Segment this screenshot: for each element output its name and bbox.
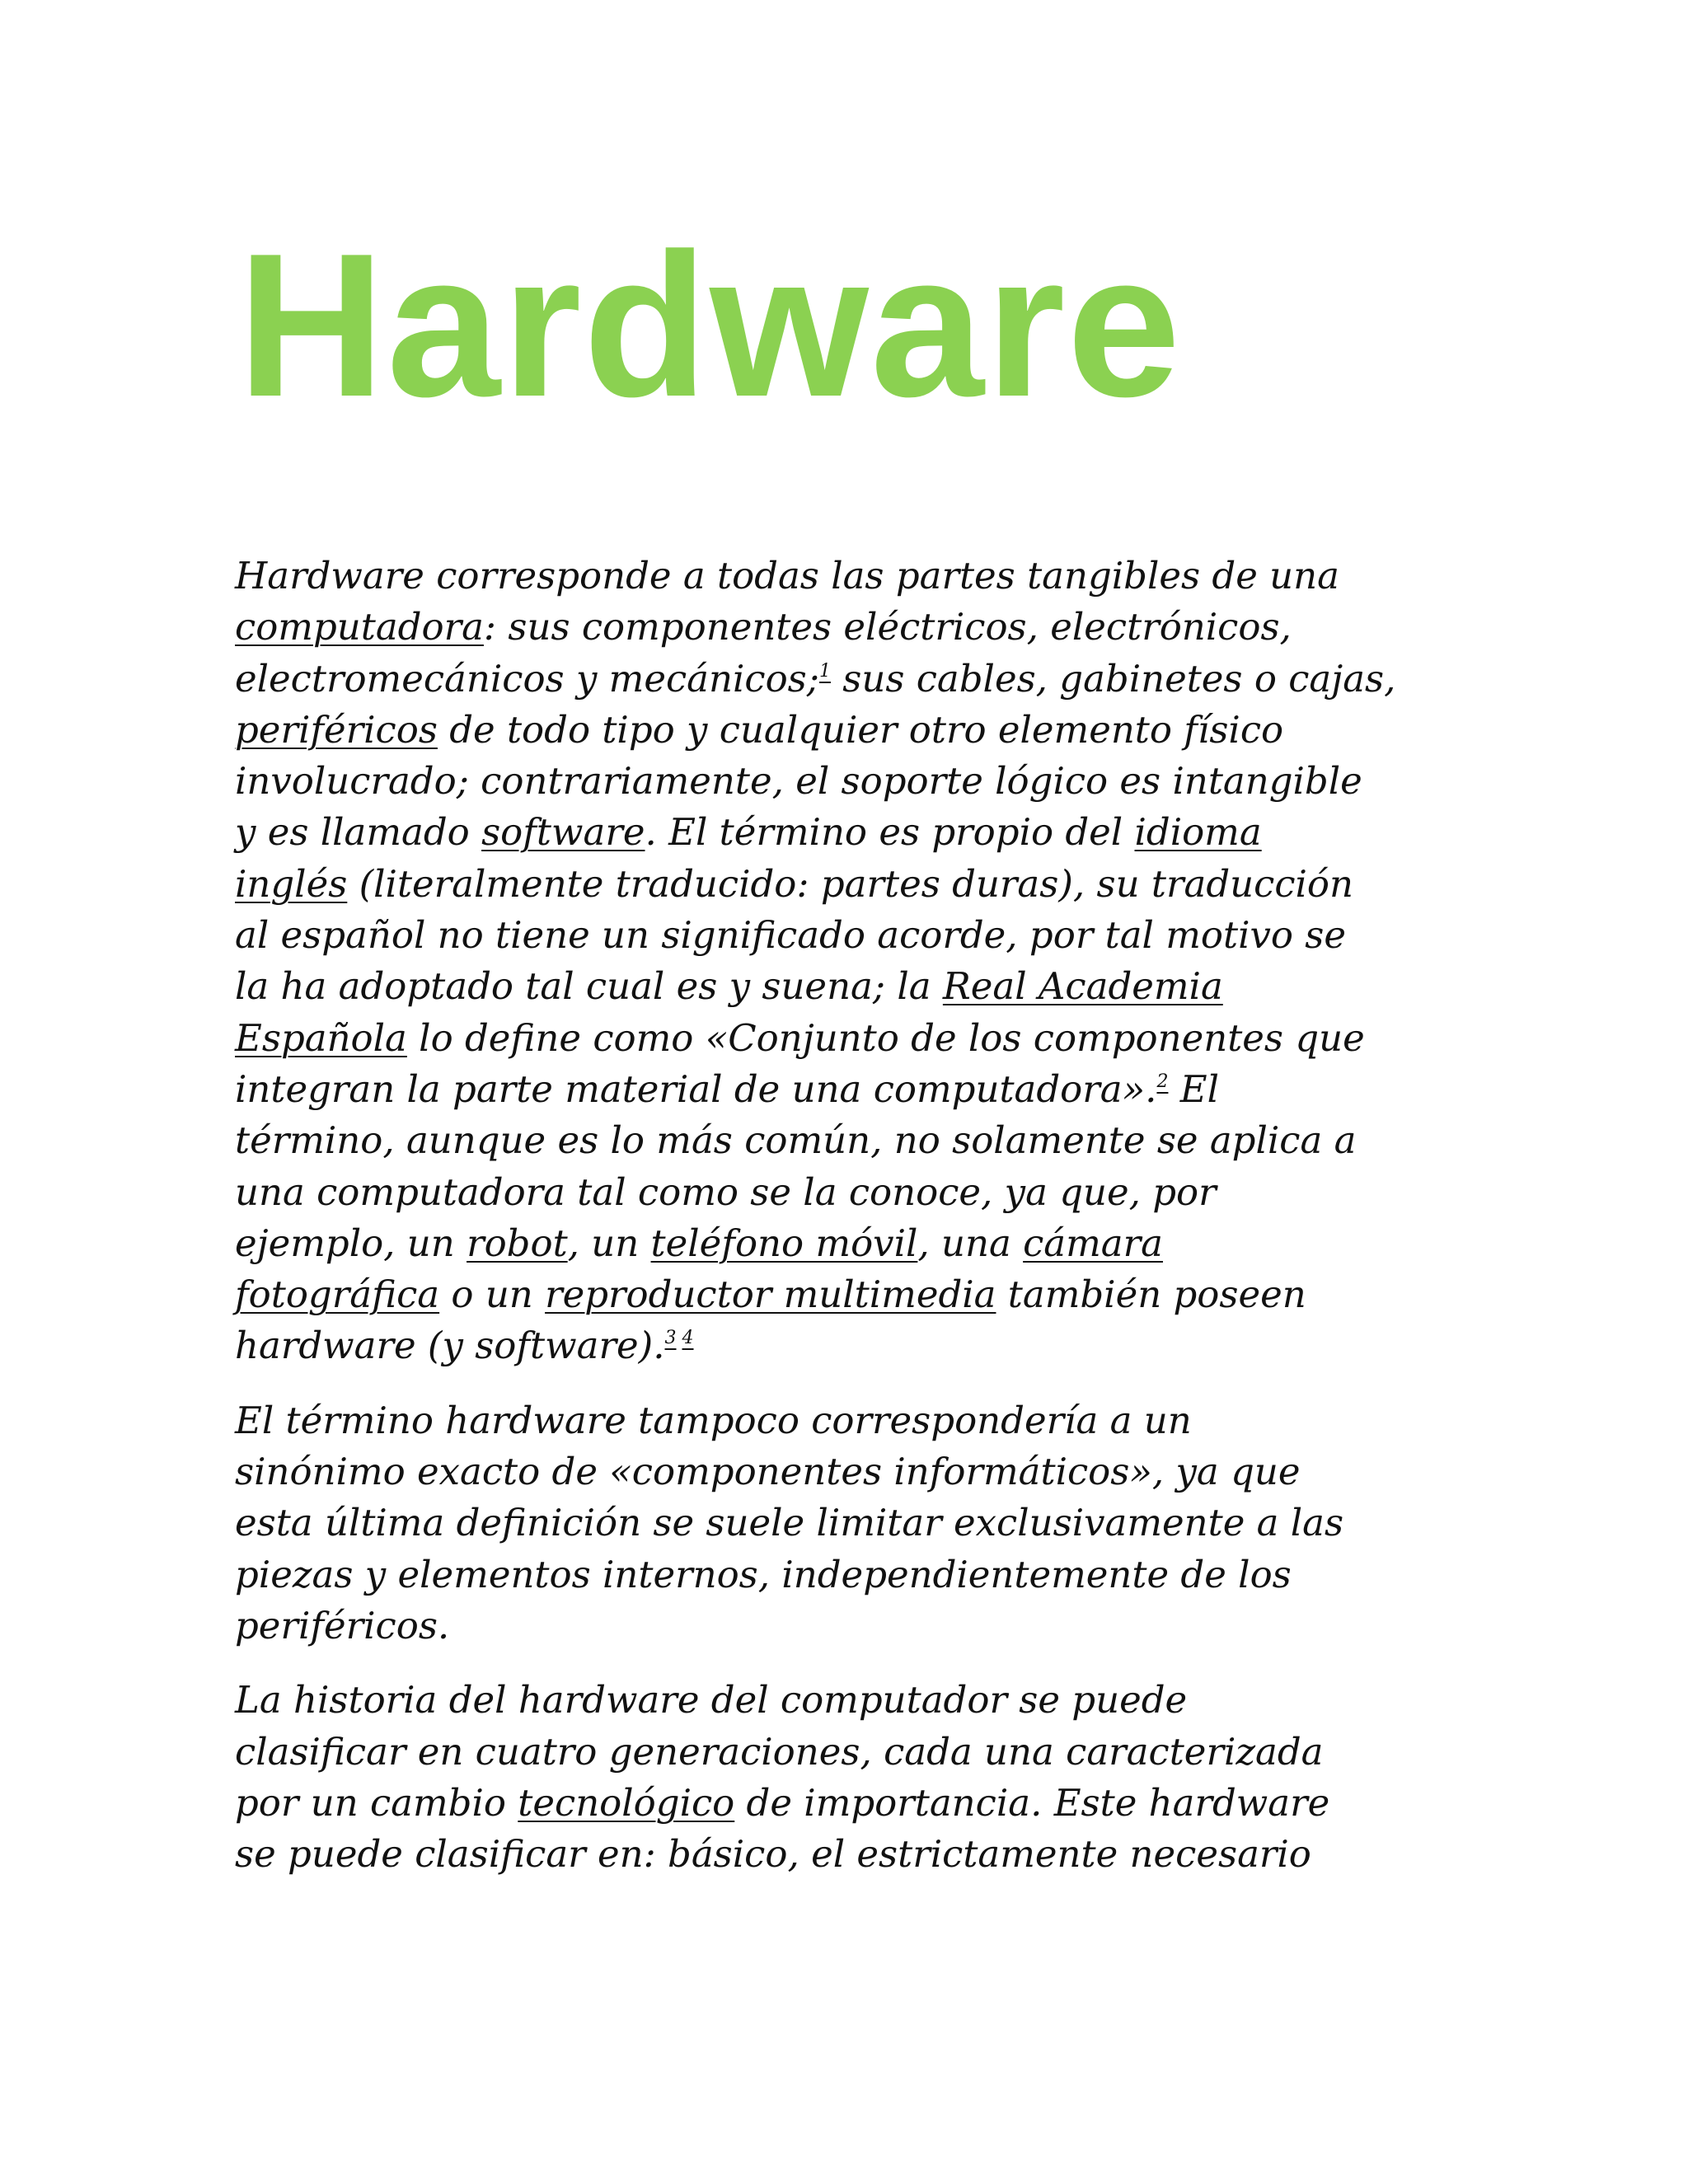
term-basico: básico — [668, 1832, 788, 1877]
term-hardware: hardware — [445, 1398, 626, 1442]
link-software[interactable]: software — [481, 810, 645, 855]
paragraph-1 — [235, 551, 1463, 1372]
text-line: electromecánicos y mecánicos;$^1$ sus cables, gabinetes o cajas, — [235, 656, 1396, 701]
link-real-academia[interactable]: Real Academia — [942, 964, 1223, 1009]
text-line: periféricos de todo tipo y cualquier otro elemento físico — [235, 707, 1284, 752]
term-software: software — [475, 1324, 639, 1368]
text-line: una computadora tal como se la conoce, ya que, por — [235, 1169, 1217, 1214]
text-line: sinónimo exacto de «componentes informáticos», ya que — [235, 1450, 1301, 1494]
text-line: Española lo define como «Conjunto de los componentes que — [235, 1015, 1365, 1060]
text-line: computadora: sus componentes eléctricos, electrónicos, — [235, 605, 1292, 649]
text-line: hardware (y software).$^{3 4}$ — [235, 1324, 694, 1368]
document-body — [235, 551, 1463, 1903]
paragraph-3 — [235, 1675, 1463, 1880]
footnote-ref-1[interactable]: 1 — [818, 660, 831, 682]
link-idioma-ingles[interactable]: idioma — [1134, 810, 1262, 855]
text-line: ejemplo, un robot, un teléfono móvil, una cámara — [235, 1221, 1163, 1265]
link-telefono-movil[interactable]: teléfono móvil — [650, 1221, 918, 1265]
link-computadora[interactable]: computadora — [235, 605, 484, 649]
link-tecnologico[interactable]: tecnológico — [518, 1780, 735, 1825]
text-line: inglés (literalmente traducido: partes duras), su traducción — [235, 861, 1353, 906]
link-perifericos[interactable]: periféricos — [235, 707, 438, 752]
text-line: Hardware corresponde a todas las partes tangibles de una — [235, 554, 1339, 598]
link-camara-fotografica-cont[interactable]: fotográfica — [235, 1272, 440, 1317]
text-line: involucrado; contrariamente, el soporte lógico es intangible — [235, 759, 1362, 804]
text-line: y es llamado software. El término es propio del idioma — [235, 810, 1262, 855]
text-line: integran la parte material de una computadora».$^2$ El — [235, 1066, 1219, 1111]
text-line: fotográfica o un reproductor multimedia también poseen — [235, 1272, 1306, 1317]
footnote-ref-4[interactable]: 4 — [682, 1328, 694, 1349]
document-title: Hardware — [237, 210, 1183, 439]
link-idioma-ingles-cont[interactable]: inglés — [235, 861, 348, 906]
paragraph-2 — [235, 1395, 1463, 1652]
footnote-ref-2[interactable]: 2 — [1156, 1071, 1169, 1092]
text-line: El término hardware tampoco correspondería a un — [235, 1398, 1192, 1442]
text-line: por un cambio tecnológico de importancia. Este hardware — [235, 1780, 1330, 1825]
link-real-academia-cont[interactable]: Española — [235, 1015, 407, 1060]
term-hardware: Hardware — [235, 554, 424, 598]
term-hardware: hardware — [518, 1678, 700, 1722]
text-line: clasificar en cuatro generaciones, cada una caracterizada — [235, 1729, 1324, 1774]
footnote-ref-3[interactable]: 3 — [664, 1328, 677, 1349]
text-line: periféricos. — [235, 1603, 450, 1647]
text-line: piezas y elementos internos, independientemente de los — [235, 1552, 1292, 1596]
link-robot[interactable]: robot — [467, 1221, 568, 1265]
text-line: al español no tiene un significado acorde, por tal motivo se — [235, 913, 1347, 958]
text-line: término, aunque es lo más común, no solamente se aplica a — [235, 1118, 1357, 1163]
text-line: esta última definición se suele limitar exclusivamente a las — [235, 1501, 1344, 1545]
link-camara-fotografica[interactable]: cámara — [1023, 1221, 1163, 1265]
term-componentes-informaticos: «componentes informáticos» — [609, 1450, 1152, 1494]
text-line: La historia del hardware del computador se puede — [235, 1678, 1188, 1722]
term-hardware: hardware — [1148, 1780, 1330, 1825]
term-hardware: hardware — [235, 1324, 416, 1368]
term-partes-duras: partes duras — [820, 861, 1059, 906]
text-line: se puede clasificar en: básico, el estrictamente necesario — [235, 1832, 1311, 1877]
text-line: la ha adoptado tal cual es y suena; la Real Academia — [235, 964, 1223, 1009]
link-reproductor-multimedia[interactable]: reproductor multimedia — [545, 1272, 996, 1317]
